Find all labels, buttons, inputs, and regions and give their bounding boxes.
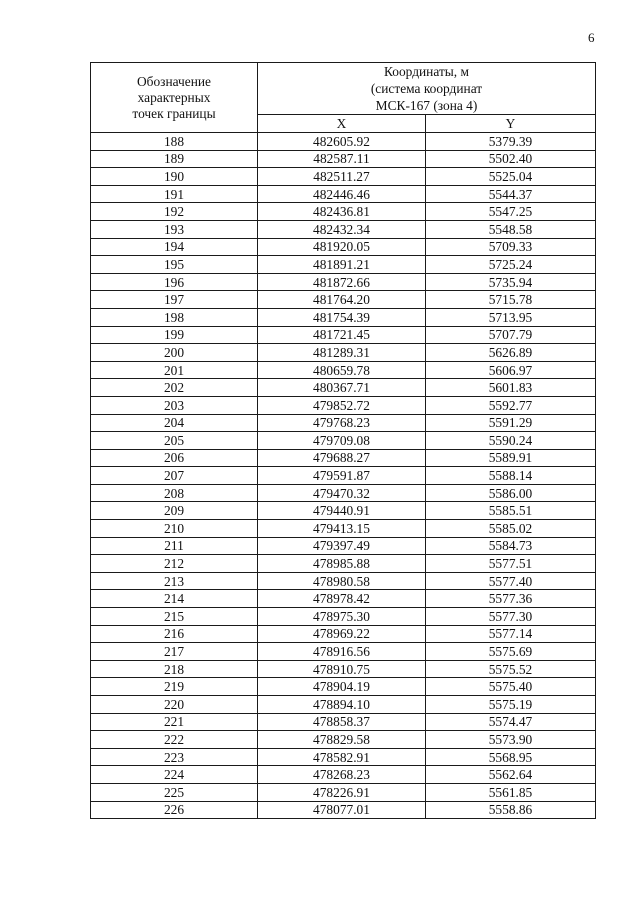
- header-points-line-3: точек границы: [132, 105, 216, 121]
- table-row: [91, 783, 596, 801]
- table-row: [91, 432, 596, 450]
- point-cell: 192: [91, 203, 258, 221]
- table-row: [91, 801, 596, 819]
- y-cell: 5584.73: [426, 537, 596, 555]
- table-row: [91, 396, 596, 414]
- point-cell: 210: [91, 520, 258, 538]
- x-cell: 482587.11: [258, 150, 426, 168]
- header-points-line-2: характерных: [137, 89, 211, 105]
- y-cell: 5575.40: [426, 678, 596, 696]
- y-cell: 5577.14: [426, 625, 596, 643]
- x-cell: 478980.58: [258, 572, 426, 590]
- y-cell: 5735.94: [426, 273, 596, 291]
- point-cell: 215: [91, 608, 258, 626]
- table-row: [91, 625, 596, 643]
- x-cell: 479470.32: [258, 484, 426, 502]
- x-cell: 479852.72: [258, 396, 426, 414]
- point-cell: 212: [91, 555, 258, 573]
- y-cell: 5577.30: [426, 608, 596, 626]
- point-cell: 198: [91, 308, 258, 326]
- x-cell: 479440.91: [258, 502, 426, 520]
- y-cell: 5561.85: [426, 783, 596, 801]
- x-cell: 480367.71: [258, 379, 426, 397]
- table-row: [91, 273, 596, 291]
- y-cell: 5585.51: [426, 502, 596, 520]
- y-cell: 5709.33: [426, 238, 596, 256]
- table-row: [91, 256, 596, 274]
- table-row: [91, 643, 596, 661]
- x-cell: 482436.81: [258, 203, 426, 221]
- x-cell: 481872.66: [258, 273, 426, 291]
- y-cell: 5558.86: [426, 801, 596, 819]
- point-cell: 191: [91, 185, 258, 203]
- x-cell: 482605.92: [258, 133, 426, 151]
- y-cell: 5606.97: [426, 361, 596, 379]
- y-cell: 5568.95: [426, 748, 596, 766]
- table-row: [91, 660, 596, 678]
- y-cell: 5573.90: [426, 731, 596, 749]
- point-cell: 224: [91, 766, 258, 784]
- table-row: [91, 344, 596, 362]
- y-cell: 5574.47: [426, 713, 596, 731]
- point-cell: 216: [91, 625, 258, 643]
- point-cell: 208: [91, 484, 258, 502]
- x-cell: 478077.01: [258, 801, 426, 819]
- y-cell: 5575.52: [426, 660, 596, 678]
- y-cell: 5715.78: [426, 291, 596, 309]
- y-cell: 5586.00: [426, 484, 596, 502]
- y-cell: 5601.83: [426, 379, 596, 397]
- table-row: [91, 731, 596, 749]
- y-cell: 5379.39: [426, 133, 596, 151]
- x-cell: 478916.56: [258, 643, 426, 661]
- table-header: [91, 63, 596, 133]
- table-row: [91, 361, 596, 379]
- x-cell: 479688.27: [258, 449, 426, 467]
- x-cell: 478904.19: [258, 678, 426, 696]
- table-row: [91, 678, 596, 696]
- x-cell: 480659.78: [258, 361, 426, 379]
- x-cell: 478910.75: [258, 660, 426, 678]
- x-cell: 479591.87: [258, 467, 426, 485]
- table-row: [91, 379, 596, 397]
- table-row: [91, 220, 596, 238]
- y-cell: 5626.89: [426, 344, 596, 362]
- point-cell: 202: [91, 379, 258, 397]
- x-cell: 481289.31: [258, 344, 426, 362]
- y-cell: 5592.77: [426, 396, 596, 414]
- point-cell: 220: [91, 696, 258, 714]
- y-cell: 5502.40: [426, 150, 596, 168]
- y-cell: 5562.64: [426, 766, 596, 784]
- point-cell: 209: [91, 502, 258, 520]
- point-cell: 193: [91, 220, 258, 238]
- table-row: [91, 608, 596, 626]
- point-cell: 196: [91, 273, 258, 291]
- point-cell: 214: [91, 590, 258, 608]
- table-row: [91, 555, 596, 573]
- x-cell: 478858.37: [258, 713, 426, 731]
- x-cell: 481754.39: [258, 308, 426, 326]
- x-cell: 478975.30: [258, 608, 426, 626]
- point-cell: 207: [91, 467, 258, 485]
- point-cell: 203: [91, 396, 258, 414]
- table-row: [91, 449, 596, 467]
- point-cell: 206: [91, 449, 258, 467]
- point-cell: 199: [91, 326, 258, 344]
- y-cell: 5725.24: [426, 256, 596, 274]
- point-cell: 201: [91, 361, 258, 379]
- table-row: [91, 502, 596, 520]
- table-row: [91, 308, 596, 326]
- table-row: [91, 713, 596, 731]
- point-cell: 226: [91, 801, 258, 819]
- point-cell: 221: [91, 713, 258, 731]
- point-cell: 200: [91, 344, 258, 362]
- table-row: [91, 467, 596, 485]
- x-cell: 478969.22: [258, 625, 426, 643]
- x-cell: 482511.27: [258, 168, 426, 186]
- x-cell: 482432.34: [258, 220, 426, 238]
- point-cell: 222: [91, 731, 258, 749]
- x-cell: 479413.15: [258, 520, 426, 538]
- x-cell: 481721.45: [258, 326, 426, 344]
- x-cell: 479709.08: [258, 432, 426, 450]
- point-cell: 223: [91, 748, 258, 766]
- table-row: [91, 238, 596, 256]
- point-cell: 211: [91, 537, 258, 555]
- y-cell: 5525.04: [426, 168, 596, 186]
- header-points: [91, 63, 258, 133]
- x-cell: 481764.20: [258, 291, 426, 309]
- x-cell: 478978.42: [258, 590, 426, 608]
- x-cell: 478226.91: [258, 783, 426, 801]
- point-cell: 189: [91, 150, 258, 168]
- point-cell: 194: [91, 238, 258, 256]
- y-cell: 5585.02: [426, 520, 596, 538]
- point-cell: 213: [91, 572, 258, 590]
- header-x: X: [258, 115, 426, 133]
- table-row: [91, 150, 596, 168]
- y-cell: 5591.29: [426, 414, 596, 432]
- point-cell: 190: [91, 168, 258, 186]
- table-row: [91, 748, 596, 766]
- table-row: [91, 291, 596, 309]
- table-row: [91, 168, 596, 186]
- coordinates-table: [90, 62, 596, 819]
- y-cell: 5548.58: [426, 220, 596, 238]
- x-cell: 478829.58: [258, 731, 426, 749]
- table-row: [91, 572, 596, 590]
- y-cell: 5590.24: [426, 432, 596, 450]
- header-y: Y: [426, 115, 596, 133]
- x-cell: 479768.23: [258, 414, 426, 432]
- point-cell: 219: [91, 678, 258, 696]
- y-cell: 5575.19: [426, 696, 596, 714]
- header-coords-line-1: Координаты, м: [384, 64, 469, 79]
- table-row: [91, 414, 596, 432]
- x-cell: 479397.49: [258, 537, 426, 555]
- point-cell: 188: [91, 133, 258, 151]
- y-cell: 5577.51: [426, 555, 596, 573]
- y-cell: 5588.14: [426, 467, 596, 485]
- table-row: [91, 520, 596, 538]
- table-row: [91, 185, 596, 203]
- x-cell: 482446.46: [258, 185, 426, 203]
- point-cell: 205: [91, 432, 258, 450]
- x-cell: 478894.10: [258, 696, 426, 714]
- header-coordinates: [258, 63, 596, 115]
- point-cell: 225: [91, 783, 258, 801]
- table-row: [91, 590, 596, 608]
- table-row: [91, 537, 596, 555]
- point-cell: 204: [91, 414, 258, 432]
- y-cell: 5544.37: [426, 185, 596, 203]
- header-row-main: [91, 63, 596, 115]
- point-cell: 197: [91, 291, 258, 309]
- y-cell: 5577.36: [426, 590, 596, 608]
- point-cell: 217: [91, 643, 258, 661]
- y-cell: 5589.91: [426, 449, 596, 467]
- table-row: [91, 133, 596, 151]
- header-coords-line-2: (система координат: [370, 81, 483, 96]
- page-number: 6: [588, 30, 595, 45]
- y-cell: 5707.79: [426, 326, 596, 344]
- x-cell: 478268.23: [258, 766, 426, 784]
- x-cell: 481920.05: [258, 238, 426, 256]
- table-row: [91, 484, 596, 502]
- x-cell: 481891.21: [258, 256, 426, 274]
- table-body: [91, 133, 596, 819]
- y-cell: 5575.69: [426, 643, 596, 661]
- table-row: [91, 203, 596, 221]
- header-coords-line-3: МСК-167 (зона 4): [375, 98, 478, 113]
- table-row: [91, 696, 596, 714]
- point-cell: 195: [91, 256, 258, 274]
- header-points-line-1: Обозначение: [137, 73, 211, 89]
- table-row: [91, 766, 596, 784]
- x-cell: 478582.91: [258, 748, 426, 766]
- y-cell: 5713.95: [426, 308, 596, 326]
- y-cell: 5547.25: [426, 203, 596, 221]
- y-cell: 5577.40: [426, 572, 596, 590]
- point-cell: 218: [91, 660, 258, 678]
- table-row: [91, 326, 596, 344]
- x-cell: 478985.88: [258, 555, 426, 573]
